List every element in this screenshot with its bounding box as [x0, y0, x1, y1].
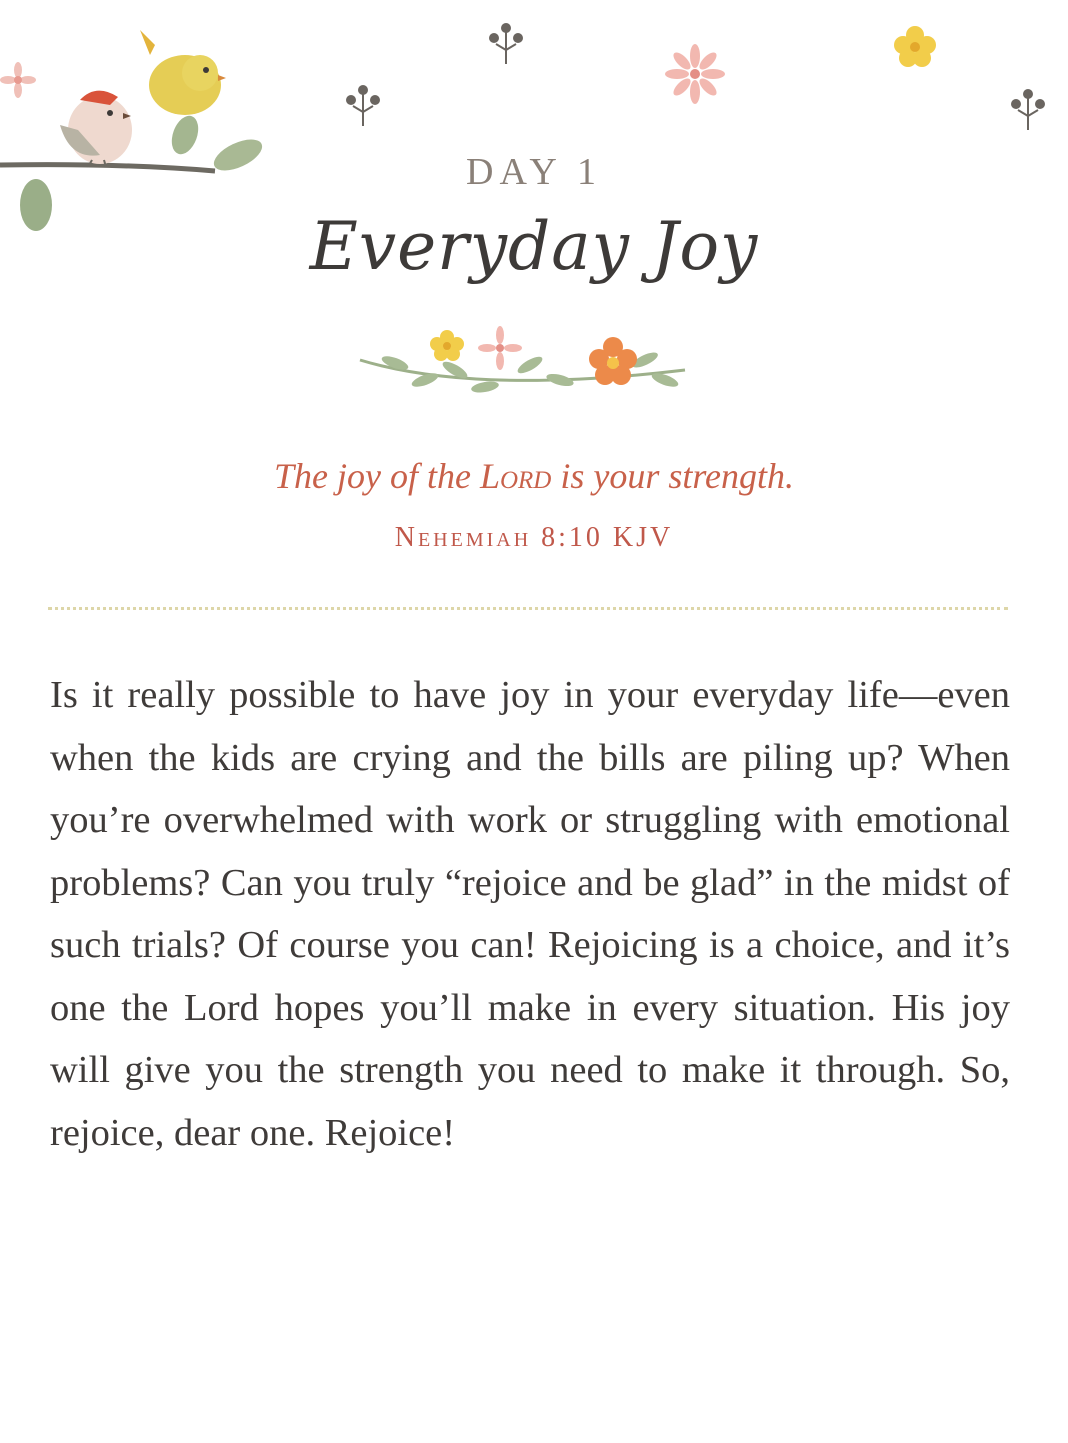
verse-reference: Nehemiah 8:10 KJV	[394, 522, 674, 553]
sprig-icon	[343, 82, 383, 128]
pink-flower-icon	[0, 62, 36, 98]
verse-text-end: is your strength.	[551, 456, 795, 496]
pink-flower-icon	[665, 44, 725, 104]
sprig-icon	[1008, 86, 1048, 132]
verse-lord: Lord	[479, 456, 552, 496]
floral-garland-icon	[355, 325, 695, 415]
day-label: DAY 1	[466, 151, 602, 193]
verse-text-start: The joy of the	[273, 456, 480, 496]
dotted-divider	[48, 607, 1008, 610]
yellow-flower-icon	[893, 25, 937, 69]
scripture-verse	[0, 455, 1068, 497]
sprig-icon	[486, 20, 526, 66]
page-title: Everyday Joy	[309, 208, 759, 285]
devotional-paragraph: Is it really possible to have joy in your everyday life—even when the kids are crying and the bills are piling up? When you’re overwhelmed with work or struggling with emotional problems? Can you truly “rejoice and be glad” in the midst of such trials? Of course you can! Rejoicing is a choice, and it’s one the Lord hopes you’ll make in every situation. His joy will give you the strength you need to make it through. So, rejoice, dear one. Rejoice!	[50, 674, 1010, 1154]
